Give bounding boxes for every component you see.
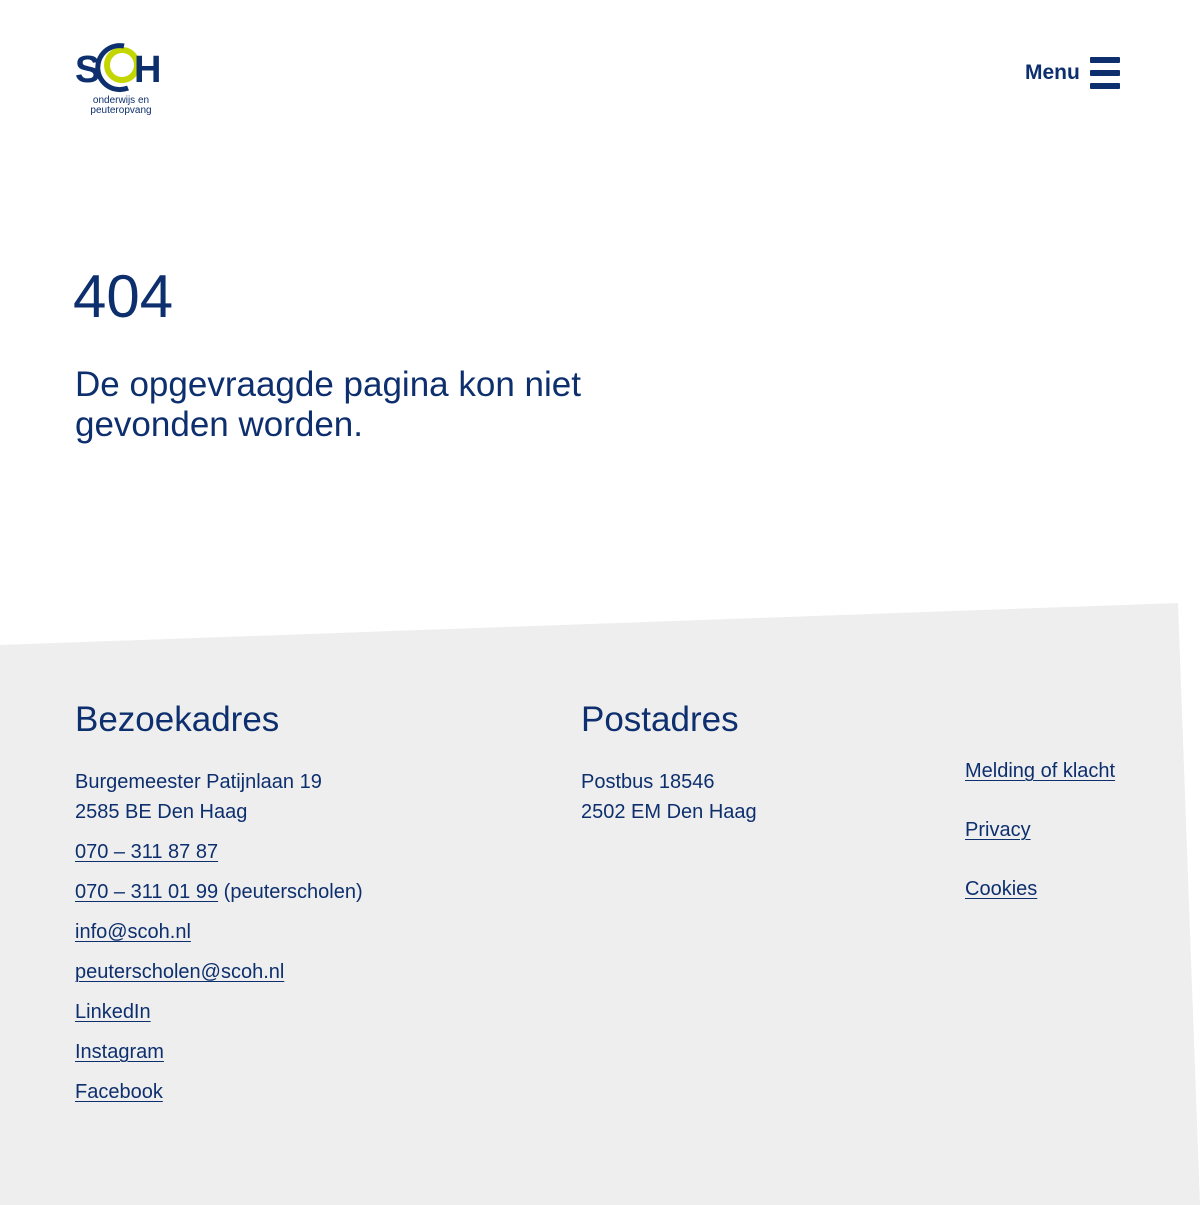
logo-tagline-2: peuteropvang — [90, 105, 152, 116]
facebook-link[interactable]: Facebook — [75, 1081, 163, 1103]
complaint-link[interactable]: Melding of klacht — [965, 760, 1116, 782]
cookies-link[interactable]: Cookies — [965, 878, 1038, 900]
contact-item — [75, 917, 363, 957]
logo-letter-s: S — [75, 49, 101, 91]
list-item — [965, 815, 1115, 874]
list-item — [965, 756, 1115, 815]
phone-preschools-link[interactable]: 070 – 311 01 99 — [75, 881, 219, 903]
footer-legal-links — [965, 756, 1115, 933]
phone-preschools-note: (peuterscholen) — [218, 881, 363, 903]
hamburger-icon — [1090, 57, 1120, 89]
footer-visit-address — [75, 697, 363, 1117]
contact-item — [75, 1077, 363, 1117]
post-box: Postbus 18546 — [581, 771, 715, 793]
contact-item — [75, 1037, 363, 1077]
scoh-logo[interactable] — [75, 38, 167, 116]
contact-item — [75, 957, 363, 997]
instagram-link[interactable]: Instagram — [75, 1041, 164, 1063]
contact-item — [75, 837, 363, 877]
logo-letter-h: H — [134, 49, 162, 91]
list-item — [965, 874, 1115, 933]
scoh-logo-mark — [75, 38, 167, 116]
privacy-link[interactable]: Privacy — [965, 819, 1031, 841]
menu-button[interactable] — [1025, 57, 1120, 89]
phone-main-link[interactable]: 070 – 311 87 87 — [75, 841, 219, 863]
error-message: De opgevraagde pagina kon niet gevonden worden. — [75, 365, 581, 444]
visit-heading: Bezoekadres — [75, 700, 280, 739]
visit-street: Burgemeester Patijnlaan 19 — [75, 771, 322, 793]
logo-tagline-1: onderwijs en — [92, 95, 150, 106]
email-preschools-link[interactable]: peuterscholen@scoh.nl — [75, 961, 285, 983]
menu-label: Menu — [1025, 61, 1080, 84]
contact-list — [75, 837, 363, 1117]
footer-postal-address — [581, 697, 757, 827]
contact-item — [75, 877, 363, 917]
contact-item — [75, 997, 363, 1037]
post-heading: Postadres — [581, 700, 739, 739]
visit-city: 2585 BE Den Haag — [75, 801, 248, 823]
post-city: 2502 EM Den Haag — [581, 801, 757, 823]
email-info-link[interactable]: info@scoh.nl — [75, 921, 191, 943]
error-code: 404 — [73, 263, 174, 330]
linkedin-link[interactable]: LinkedIn — [75, 1001, 151, 1023]
